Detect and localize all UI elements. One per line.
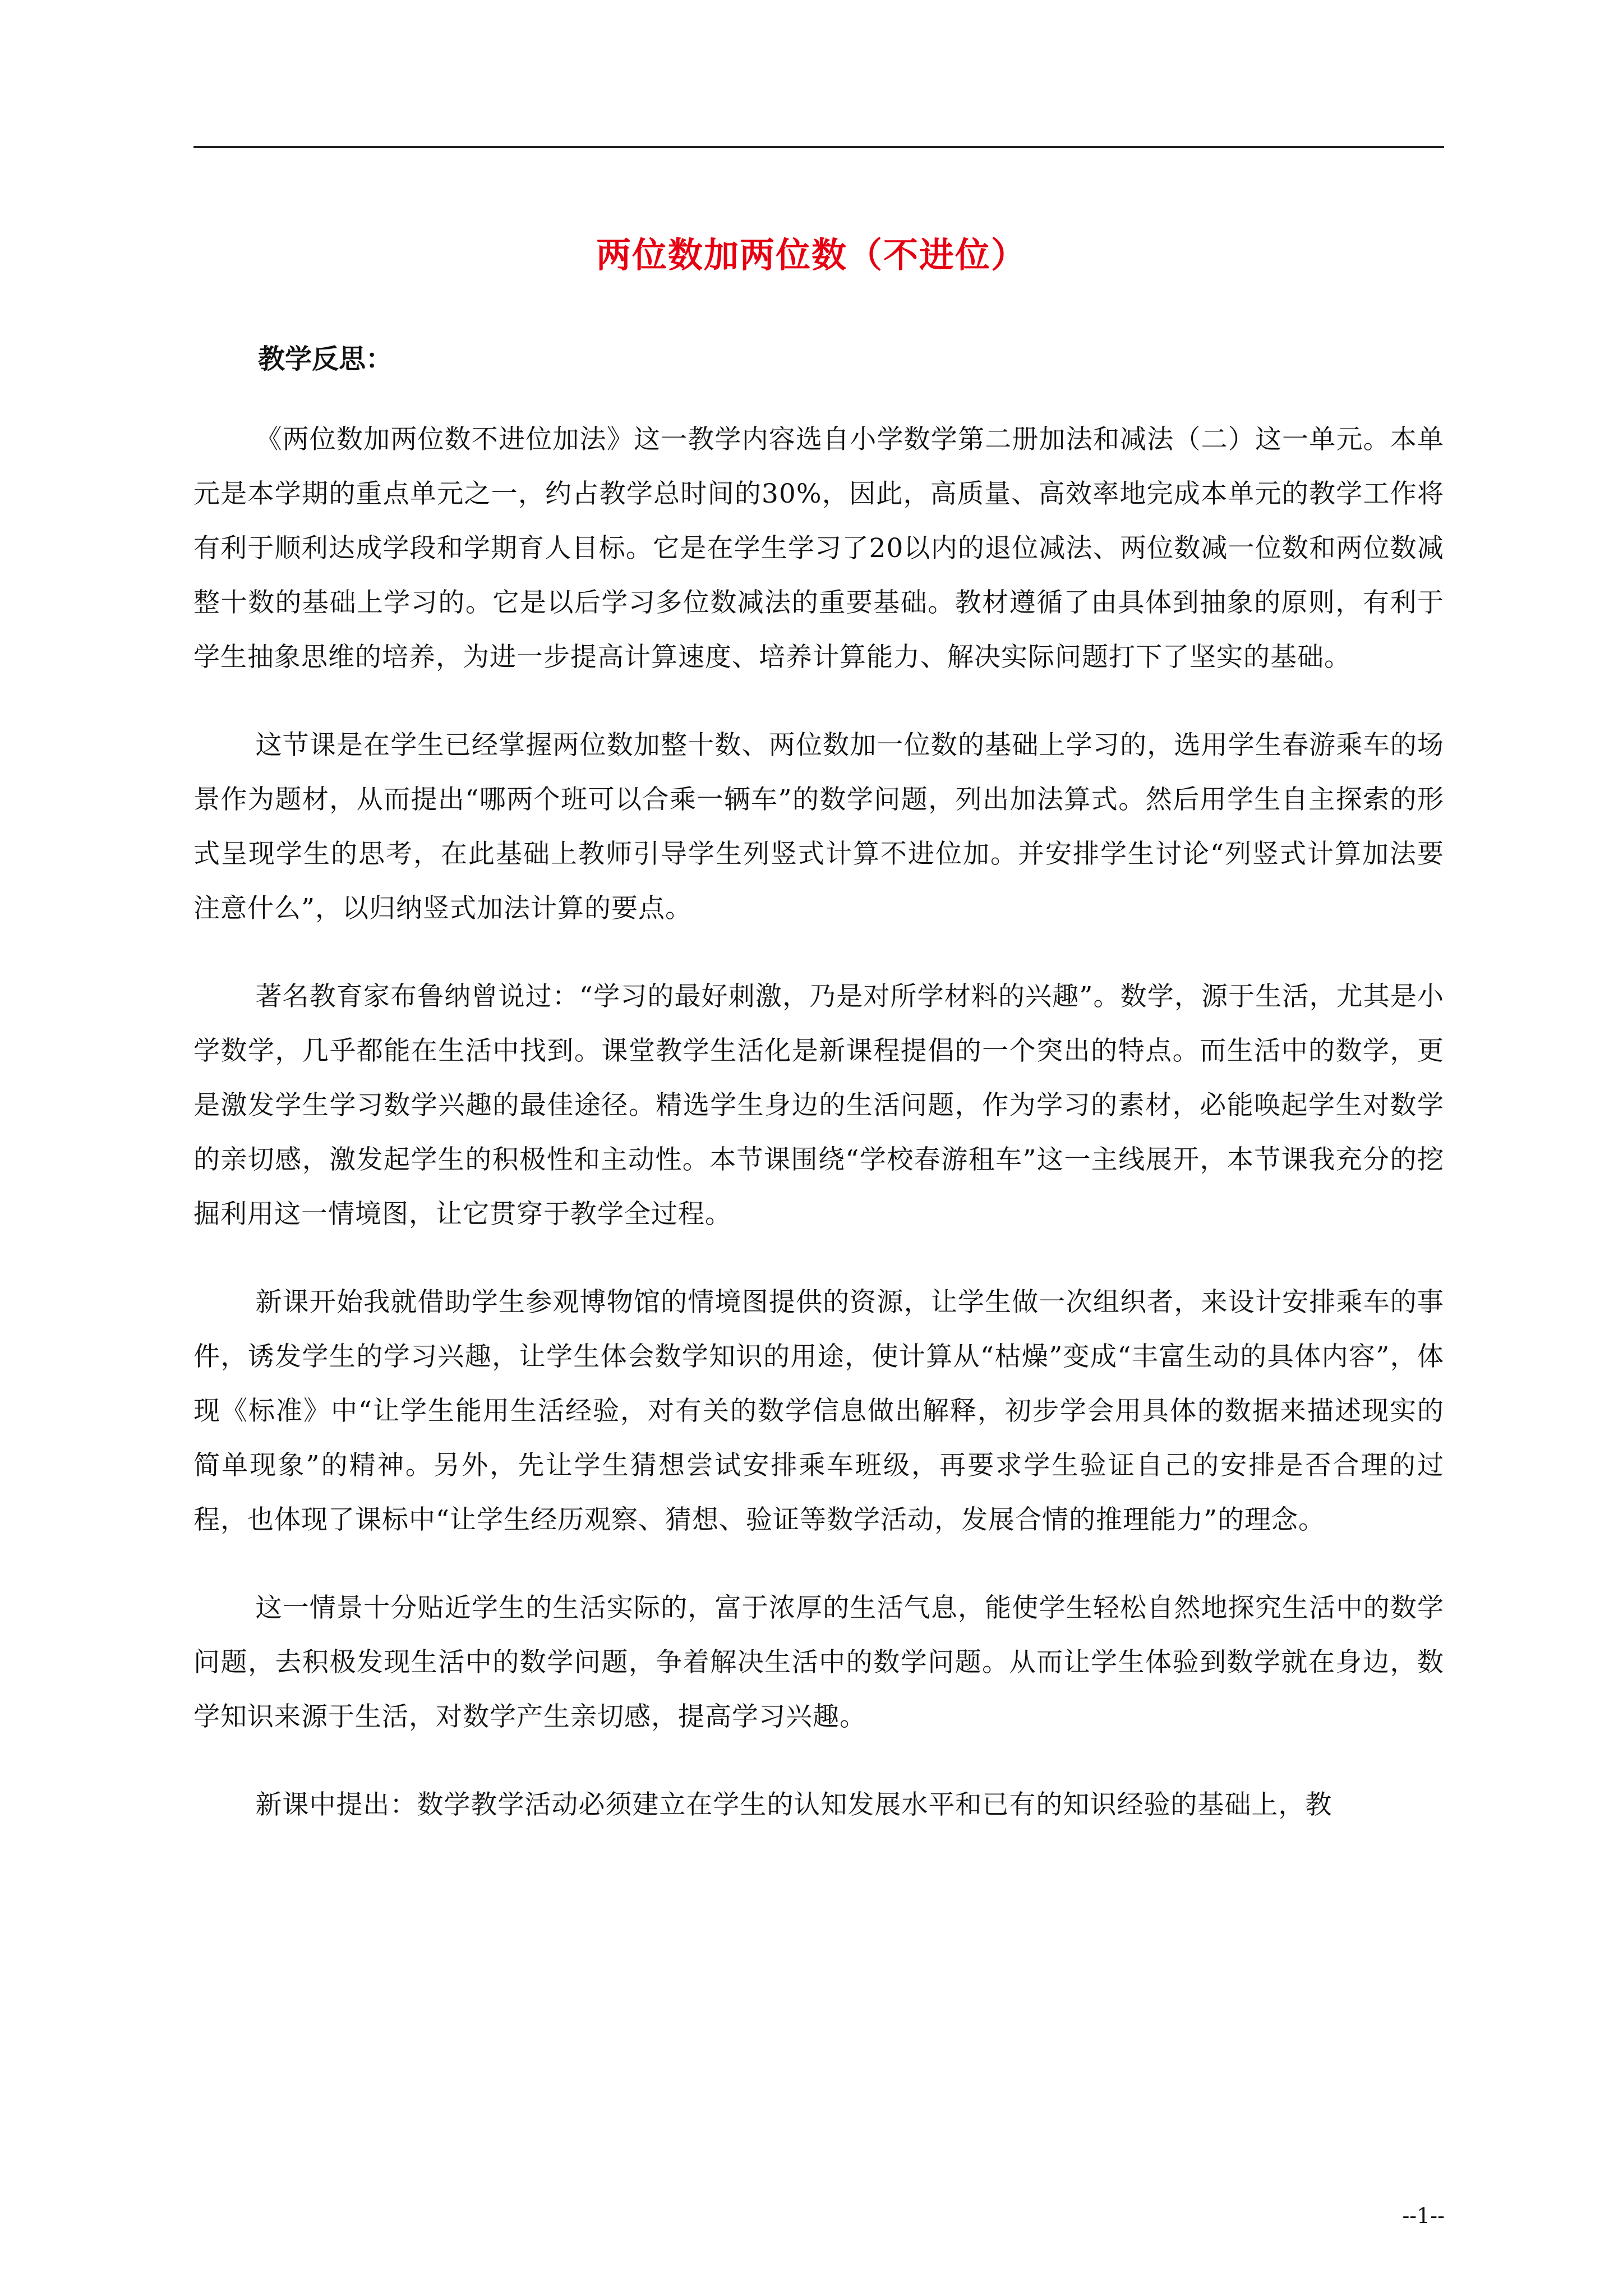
page-number: --1-- xyxy=(1402,2203,1445,2228)
paragraph-4: 新课开始我就借助学生参观博物馆的情境图提供的资源，让学生做一次组织者，来设计安排乘车的事件，诱发学生的学习兴趣，让学生体会数学知识的用途，使计算从“枯燥”变成“丰富生动的具体内容”，体现《标准》中“让学生能用生活经验，对有关的数学信息做出解释，初步学会用具体的数据来描述现实的简单现象”的精神。另外，先让学生猜想尝试安排乘车班级，再要求学生验证自己的安排是否合理的过程，也体现了课标中“让学生经历观察、猜想、验证等数学活动，发展合情的推理能力”的理念。 xyxy=(193,1287,1444,1535)
paragraph-3: 著名教育家布鲁纳曾说过：“学习的最好刺激，乃是对所学材料的兴趣”。数学，源于生活，尤其是小学数学，几乎都能在生活中找到。课堂教学生活化是新课程提倡的一个突出的特点。而生活中的数学，更是激发学生学习数学兴趣的最佳途径。精选学生身边的生活问题，作为学习的素材，必能唤起学生对数学的亲切感，激发起学生的积极性和主动性。本节课围绕“学校春游租车”这一主线展开，本节课我充分的挖掘利用这一情境图，让它贯穿于教学全过程。 xyxy=(193,981,1444,1230)
paragraph-1: 《两位数加两位数不进位加法》这一教学内容选自小学数学第二册加法和减法（二）这一单元。本单元是本学期的重点单元之一，约占教学总时间的30%，因此，高质量、高效率地完成本单元的教学工作将有利于顺利达成学段和学期育人目标。它是在学生学习了20以内的退位减法、两位数减一位数和两位数减整十数的基础上学习的。它是以后学习多位数减法的重要基础。教材遵循了由具体到抽象的原则，有利于学生抽象思维的培养，为进一步提高计算速度、培养计算能力、解决实际问题打下了坚实的基础。 xyxy=(193,424,1444,673)
paragraph-2: 这节课是在学生已经掌握两位数加整十数、两位数加一位数的基础上学习的，选用学生春游乘车的场景作为题材，从而提出“哪两个班可以合乘一辆车”的数学问题，列出加法算式。然后用学生自主探索的形式呈现学生的思考，在此基础上教师引导学生列竖式计算不进位加。并安排学生讨论“列竖式计算加法要注意什么”，以归纳竖式加法计算的要点。 xyxy=(193,730,1444,924)
header-rule xyxy=(193,146,1444,148)
paragraph-6: 新课中提出：数学教学活动必须建立在学生的认知发展水平和已有的知识经验的基础上，教 xyxy=(255,1789,1332,1820)
section-heading: 教学反思： xyxy=(258,343,393,375)
document-body xyxy=(193,412,1444,1866)
document-title: 两位数加两位数（不进位） xyxy=(596,234,1027,275)
paragraph-5: 这一情景十分贴近学生的生活实际的，富于浓厚的生活气息，能使学生轻松自然地探究生活中的数学问题，去积极发现生活中的数学问题，争着解决生活中的数学问题。从而让学生体验到数学就在身边，数学知识来源于生活，对数学产生亲切感，提高学习兴趣。 xyxy=(193,1593,1444,1732)
